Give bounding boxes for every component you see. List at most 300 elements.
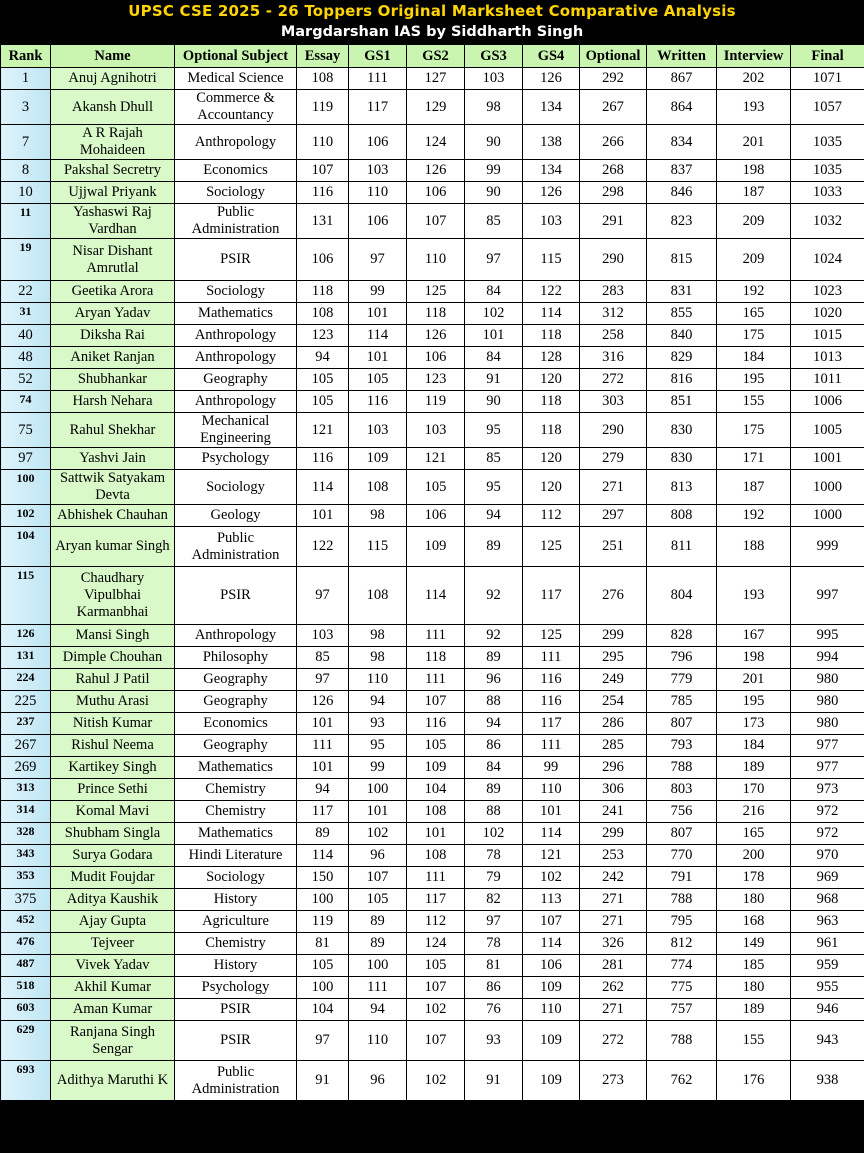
gs1-cell: 100 xyxy=(349,779,407,801)
essay-cell: 100 xyxy=(297,889,349,911)
final-cell: 995 xyxy=(791,625,864,647)
optional-cell: 253 xyxy=(580,845,647,867)
name-cell: Anuj Agnihotri xyxy=(51,68,175,90)
gs4-cell: 118 xyxy=(523,325,580,347)
written-cell: 804 xyxy=(647,567,717,625)
gs1-cell: 101 xyxy=(349,303,407,325)
optional-cell: 312 xyxy=(580,303,647,325)
name-cell: Ranjana Singh Sengar xyxy=(51,1021,175,1061)
gs3-cell: 88 xyxy=(465,691,523,713)
col-header-gs2: GS2 xyxy=(407,45,465,68)
gs1-cell: 99 xyxy=(349,281,407,303)
gs1-cell: 117 xyxy=(349,90,407,125)
gs1-cell: 108 xyxy=(349,470,407,505)
name-cell: Yashaswi Raj Vardhan xyxy=(51,204,175,239)
gs2-cell: 103 xyxy=(407,413,465,448)
written-cell: 829 xyxy=(647,347,717,369)
rank-cell xyxy=(1,182,51,204)
gs2-cell: 126 xyxy=(407,160,465,182)
essay-cell: 89 xyxy=(297,823,349,845)
gs3-cell: 103 xyxy=(465,68,523,90)
table-row xyxy=(1,239,864,281)
essay-cell: 103 xyxy=(297,625,349,647)
essay-cell: 111 xyxy=(297,735,349,757)
final-cell: 1011 xyxy=(791,369,864,391)
interview-cell: 200 xyxy=(717,845,791,867)
interview-cell: 189 xyxy=(717,999,791,1021)
name-cell: Ujjwal Priyank xyxy=(51,182,175,204)
rank-cell xyxy=(1,160,51,182)
table-row xyxy=(1,182,864,204)
table-row xyxy=(1,823,864,845)
name-cell: Rishul Neema xyxy=(51,735,175,757)
gs3-cell: 93 xyxy=(465,1021,523,1061)
rank-cell xyxy=(1,325,51,347)
rank-cell xyxy=(1,713,51,735)
rank-value: 48 xyxy=(18,349,33,365)
optional-subject-cell: Sociology xyxy=(175,470,297,505)
rank-value: 31 xyxy=(19,304,32,318)
gs1-cell: 100 xyxy=(349,955,407,977)
optional-cell: 271 xyxy=(580,911,647,933)
written-cell: 774 xyxy=(647,955,717,977)
rank-cell xyxy=(1,281,51,303)
page-title: UPSC CSE 2025 - 26 Toppers Original Marksheet Comparative Analysis xyxy=(128,2,736,20)
gs3-cell: 90 xyxy=(465,182,523,204)
essay-cell: 107 xyxy=(297,160,349,182)
rank-value: 487 xyxy=(16,956,35,970)
optional-subject-cell: Geography xyxy=(175,691,297,713)
table-row xyxy=(1,713,864,735)
optional-subject-cell: Medical Science xyxy=(175,68,297,90)
rank-cell xyxy=(1,867,51,889)
essay-cell: 101 xyxy=(297,757,349,779)
rank-value: 603 xyxy=(16,1000,35,1014)
written-cell: 846 xyxy=(647,182,717,204)
gs3-cell: 79 xyxy=(465,867,523,889)
rank-cell xyxy=(1,955,51,977)
rank-cell xyxy=(1,647,51,669)
gs2-cell: 107 xyxy=(407,977,465,999)
name-cell: Aryan kumar Singh xyxy=(51,527,175,567)
final-cell: 999 xyxy=(791,527,864,567)
optional-subject-cell: Agriculture xyxy=(175,911,297,933)
optional-subject-cell: Anthropology xyxy=(175,347,297,369)
gs1-cell: 95 xyxy=(349,735,407,757)
gs1-cell: 99 xyxy=(349,757,407,779)
rank-cell xyxy=(1,567,51,625)
final-cell: 980 xyxy=(791,691,864,713)
gs1-cell: 106 xyxy=(349,125,407,160)
gs2-cell: 117 xyxy=(407,889,465,911)
optional-cell: 271 xyxy=(580,889,647,911)
gs3-cell: 91 xyxy=(465,369,523,391)
rank-value: 343 xyxy=(16,846,35,860)
name-cell: Mansi Singh xyxy=(51,625,175,647)
optional-subject-cell: PSIR xyxy=(175,999,297,1021)
interview-cell: 195 xyxy=(717,369,791,391)
optional-cell: 295 xyxy=(580,647,647,669)
gs4-cell: 111 xyxy=(523,647,580,669)
interview-cell: 187 xyxy=(717,182,791,204)
gs4-cell: 120 xyxy=(523,369,580,391)
gs3-cell: 84 xyxy=(465,281,523,303)
rank-value: 75 xyxy=(18,421,33,438)
gs1-cell: 109 xyxy=(349,448,407,470)
gs1-cell: 96 xyxy=(349,845,407,867)
essay-cell: 116 xyxy=(297,448,349,470)
written-cell: 840 xyxy=(647,325,717,347)
interview-cell: 201 xyxy=(717,125,791,160)
optional-subject-cell: Psychology xyxy=(175,448,297,470)
final-cell: 1032 xyxy=(791,204,864,239)
final-cell: 970 xyxy=(791,845,864,867)
table-row xyxy=(1,669,864,691)
name-cell: Aniket Ranjan xyxy=(51,347,175,369)
name-cell: Adithya Maruthi K xyxy=(51,1061,175,1101)
table-row xyxy=(1,801,864,823)
final-cell: 968 xyxy=(791,889,864,911)
optional-cell: 286 xyxy=(580,713,647,735)
name-cell: Harsh Nehara xyxy=(51,391,175,413)
optional-subject-cell: Anthropology xyxy=(175,325,297,347)
gs4-cell: 109 xyxy=(523,1061,580,1101)
rank-cell xyxy=(1,845,51,867)
name-cell: Ajay Gupta xyxy=(51,911,175,933)
rank-value: 1 xyxy=(21,70,30,86)
name-cell: Diksha Rai xyxy=(51,325,175,347)
gs4-cell: 116 xyxy=(523,669,580,691)
optional-subject-cell: Mathematics xyxy=(175,757,297,779)
interview-cell: 165 xyxy=(717,823,791,845)
interview-cell: 198 xyxy=(717,647,791,669)
table-row xyxy=(1,448,864,470)
gs2-cell: 110 xyxy=(407,239,465,281)
final-cell: 955 xyxy=(791,977,864,999)
name-cell: Aman Kumar xyxy=(51,999,175,1021)
gs4-cell: 99 xyxy=(523,757,580,779)
final-cell: 1057 xyxy=(791,90,864,125)
gs3-cell: 94 xyxy=(465,713,523,735)
gs3-cell: 92 xyxy=(465,567,523,625)
gs2-cell: 106 xyxy=(407,182,465,204)
optional-cell: 267 xyxy=(580,90,647,125)
written-cell: 807 xyxy=(647,713,717,735)
gs2-cell: 129 xyxy=(407,90,465,125)
final-cell: 943 xyxy=(791,1021,864,1061)
final-cell: 1015 xyxy=(791,325,864,347)
gs4-cell: 106 xyxy=(523,955,580,977)
optional-cell: 251 xyxy=(580,527,647,567)
essay-cell: 100 xyxy=(297,977,349,999)
essay-cell: 105 xyxy=(297,369,349,391)
gs2-cell: 105 xyxy=(407,470,465,505)
optional-cell: 266 xyxy=(580,125,647,160)
rank-cell xyxy=(1,801,51,823)
optional-subject-cell: History xyxy=(175,955,297,977)
gs2-cell: 101 xyxy=(407,823,465,845)
written-cell: 762 xyxy=(647,1061,717,1101)
gs1-cell: 94 xyxy=(349,691,407,713)
gs1-cell: 115 xyxy=(349,527,407,567)
name-cell: Aditya Kaushik xyxy=(51,889,175,911)
table-row xyxy=(1,303,864,325)
rank-cell xyxy=(1,669,51,691)
gs3-cell: 84 xyxy=(465,347,523,369)
gs1-cell: 98 xyxy=(349,625,407,647)
name-cell: Muthu Arasi xyxy=(51,691,175,713)
written-cell: 796 xyxy=(647,647,717,669)
interview-cell: 173 xyxy=(717,713,791,735)
interview-cell: 165 xyxy=(717,303,791,325)
optional-subject-cell: Public Administration xyxy=(175,1061,297,1101)
gs2-cell: 126 xyxy=(407,325,465,347)
written-cell: 770 xyxy=(647,845,717,867)
final-cell: 1001 xyxy=(791,448,864,470)
gs2-cell: 107 xyxy=(407,1021,465,1061)
gs1-cell: 110 xyxy=(349,1021,407,1061)
name-cell: Dimple Chouhan xyxy=(51,647,175,669)
gs3-cell: 82 xyxy=(465,889,523,911)
gs2-cell: 125 xyxy=(407,281,465,303)
interview-cell: 155 xyxy=(717,391,791,413)
optional-cell: 276 xyxy=(580,567,647,625)
optional-subject-cell: Public Administration xyxy=(175,204,297,239)
gs3-cell: 81 xyxy=(465,955,523,977)
essay-cell: 117 xyxy=(297,801,349,823)
essay-cell: 105 xyxy=(297,391,349,413)
gs4-cell: 128 xyxy=(523,347,580,369)
written-cell: 831 xyxy=(647,281,717,303)
optional-subject-cell: Hindi Literature xyxy=(175,845,297,867)
essay-cell: 119 xyxy=(297,911,349,933)
gs4-cell: 115 xyxy=(523,239,580,281)
final-cell: 1035 xyxy=(791,160,864,182)
optional-cell: 297 xyxy=(580,505,647,527)
written-cell: 803 xyxy=(647,779,717,801)
essay-cell: 94 xyxy=(297,347,349,369)
gs3-cell: 89 xyxy=(465,779,523,801)
final-cell: 980 xyxy=(791,669,864,691)
gs3-cell: 96 xyxy=(465,669,523,691)
gs1-cell: 108 xyxy=(349,567,407,625)
gs4-cell: 107 xyxy=(523,911,580,933)
optional-cell: 296 xyxy=(580,757,647,779)
gs4-cell: 109 xyxy=(523,1021,580,1061)
optional-subject-cell: PSIR xyxy=(175,239,297,281)
optional-subject-cell: Psychology xyxy=(175,977,297,999)
written-cell: 837 xyxy=(647,160,717,182)
optional-cell: 303 xyxy=(580,391,647,413)
final-cell: 959 xyxy=(791,955,864,977)
essay-cell: 101 xyxy=(297,505,349,527)
rank-value: 100 xyxy=(16,471,35,485)
rank-cell xyxy=(1,999,51,1021)
rank-cell xyxy=(1,369,51,391)
interview-cell: 178 xyxy=(717,867,791,889)
gs4-cell: 134 xyxy=(523,90,580,125)
rank-cell xyxy=(1,347,51,369)
optional-cell: 262 xyxy=(580,977,647,999)
final-cell: 963 xyxy=(791,911,864,933)
interview-cell: 209 xyxy=(717,204,791,239)
gs1-cell: 96 xyxy=(349,1061,407,1101)
interview-cell: 188 xyxy=(717,527,791,567)
rank-value: 115 xyxy=(16,568,35,582)
optional-cell: 290 xyxy=(580,413,647,448)
interview-cell: 184 xyxy=(717,347,791,369)
optional-cell: 316 xyxy=(580,347,647,369)
written-cell: 811 xyxy=(647,527,717,567)
gs4-cell: 114 xyxy=(523,933,580,955)
final-cell: 972 xyxy=(791,801,864,823)
name-cell: Akhil Kumar xyxy=(51,977,175,999)
gs1-cell: 93 xyxy=(349,713,407,735)
gs2-cell: 124 xyxy=(407,933,465,955)
gs1-cell: 114 xyxy=(349,325,407,347)
table-row xyxy=(1,391,864,413)
name-cell: Pakshal Secretry xyxy=(51,160,175,182)
optional-cell: 272 xyxy=(580,1021,647,1061)
optional-cell: 283 xyxy=(580,281,647,303)
rank-value: 353 xyxy=(16,868,35,882)
written-cell: 807 xyxy=(647,823,717,845)
gs4-cell: 101 xyxy=(523,801,580,823)
optional-cell: 306 xyxy=(580,779,647,801)
rank-value: 237 xyxy=(16,714,35,728)
table-row xyxy=(1,735,864,757)
rank-value: 11 xyxy=(19,205,32,219)
gs4-cell: 117 xyxy=(523,713,580,735)
optional-subject-cell: Sociology xyxy=(175,182,297,204)
optional-subject-cell: Economics xyxy=(175,713,297,735)
optional-cell: 242 xyxy=(580,867,647,889)
rank-value: 313 xyxy=(16,780,35,794)
essay-cell: 106 xyxy=(297,239,349,281)
gs3-cell: 102 xyxy=(465,303,523,325)
interview-cell: 185 xyxy=(717,955,791,977)
gs2-cell: 102 xyxy=(407,1061,465,1101)
optional-cell: 298 xyxy=(580,182,647,204)
final-cell: 997 xyxy=(791,567,864,625)
final-cell: 1024 xyxy=(791,239,864,281)
gs2-cell: 127 xyxy=(407,68,465,90)
gs3-cell: 91 xyxy=(465,1061,523,1101)
written-cell: 795 xyxy=(647,911,717,933)
essay-cell: 101 xyxy=(297,713,349,735)
optional-cell: 273 xyxy=(580,1061,647,1101)
interview-cell: 171 xyxy=(717,448,791,470)
gs2-cell: 108 xyxy=(407,845,465,867)
gs2-cell: 109 xyxy=(407,757,465,779)
optional-cell: 241 xyxy=(580,801,647,823)
gs1-cell: 94 xyxy=(349,999,407,1021)
written-cell: 756 xyxy=(647,801,717,823)
optional-subject-cell: Chemistry xyxy=(175,779,297,801)
rank-value: 8 xyxy=(21,162,30,178)
gs2-cell: 118 xyxy=(407,303,465,325)
gs3-cell: 85 xyxy=(465,448,523,470)
table-row xyxy=(1,527,864,567)
optional-subject-cell: Chemistry xyxy=(175,933,297,955)
rank-value: 328 xyxy=(16,824,35,838)
optional-subject-cell: Sociology xyxy=(175,281,297,303)
gs3-cell: 88 xyxy=(465,801,523,823)
written-cell: 788 xyxy=(647,757,717,779)
rank-cell xyxy=(1,911,51,933)
gs3-cell: 97 xyxy=(465,239,523,281)
gs1-cell: 103 xyxy=(349,160,407,182)
name-cell: Surya Godara xyxy=(51,845,175,867)
optional-cell: 281 xyxy=(580,955,647,977)
col-header-gs1: GS1 xyxy=(349,45,407,68)
gs4-cell: 102 xyxy=(523,867,580,889)
final-cell: 973 xyxy=(791,779,864,801)
gs4-cell: 116 xyxy=(523,691,580,713)
gs4-cell: 125 xyxy=(523,625,580,647)
rank-cell xyxy=(1,125,51,160)
gs2-cell: 118 xyxy=(407,647,465,669)
gs3-cell: 84 xyxy=(465,757,523,779)
gs4-cell: 114 xyxy=(523,303,580,325)
optional-subject-cell: Mathematics xyxy=(175,303,297,325)
gs4-cell: 138 xyxy=(523,125,580,160)
written-cell: 793 xyxy=(647,735,717,757)
written-cell: 808 xyxy=(647,505,717,527)
gs1-cell: 103 xyxy=(349,413,407,448)
table-row xyxy=(1,955,864,977)
rank-value: 476 xyxy=(16,934,35,948)
interview-cell: 155 xyxy=(717,1021,791,1061)
gs1-cell: 110 xyxy=(349,182,407,204)
rank-cell xyxy=(1,977,51,999)
gs3-cell: 86 xyxy=(465,735,523,757)
optional-subject-cell: Sociology xyxy=(175,867,297,889)
page-header xyxy=(0,0,864,44)
optional-cell: 326 xyxy=(580,933,647,955)
essay-cell: 105 xyxy=(297,955,349,977)
table-row xyxy=(1,90,864,125)
col-header-rank: Rank xyxy=(1,45,51,68)
rank-cell xyxy=(1,527,51,567)
essay-cell: 150 xyxy=(297,867,349,889)
final-cell: 1071 xyxy=(791,68,864,90)
gs2-cell: 104 xyxy=(407,779,465,801)
col-header-interview: Interview xyxy=(717,45,791,68)
gs2-cell: 107 xyxy=(407,204,465,239)
rank-value: 452 xyxy=(16,912,35,926)
gs3-cell: 78 xyxy=(465,933,523,955)
rank-cell xyxy=(1,757,51,779)
rank-cell xyxy=(1,303,51,325)
written-cell: 785 xyxy=(647,691,717,713)
gs2-cell: 111 xyxy=(407,669,465,691)
written-cell: 823 xyxy=(647,204,717,239)
gs3-cell: 95 xyxy=(465,470,523,505)
gs4-cell: 113 xyxy=(523,889,580,911)
interview-cell: 170 xyxy=(717,779,791,801)
name-cell: Shubhankar xyxy=(51,369,175,391)
optional-cell: 299 xyxy=(580,823,647,845)
name-cell: Rahul J Patil xyxy=(51,669,175,691)
rank-cell xyxy=(1,735,51,757)
gs4-cell: 109 xyxy=(523,977,580,999)
rank-cell xyxy=(1,933,51,955)
gs2-cell: 116 xyxy=(407,713,465,735)
gs2-cell: 106 xyxy=(407,347,465,369)
name-cell: Kartikey Singh xyxy=(51,757,175,779)
optional-cell: 299 xyxy=(580,625,647,647)
